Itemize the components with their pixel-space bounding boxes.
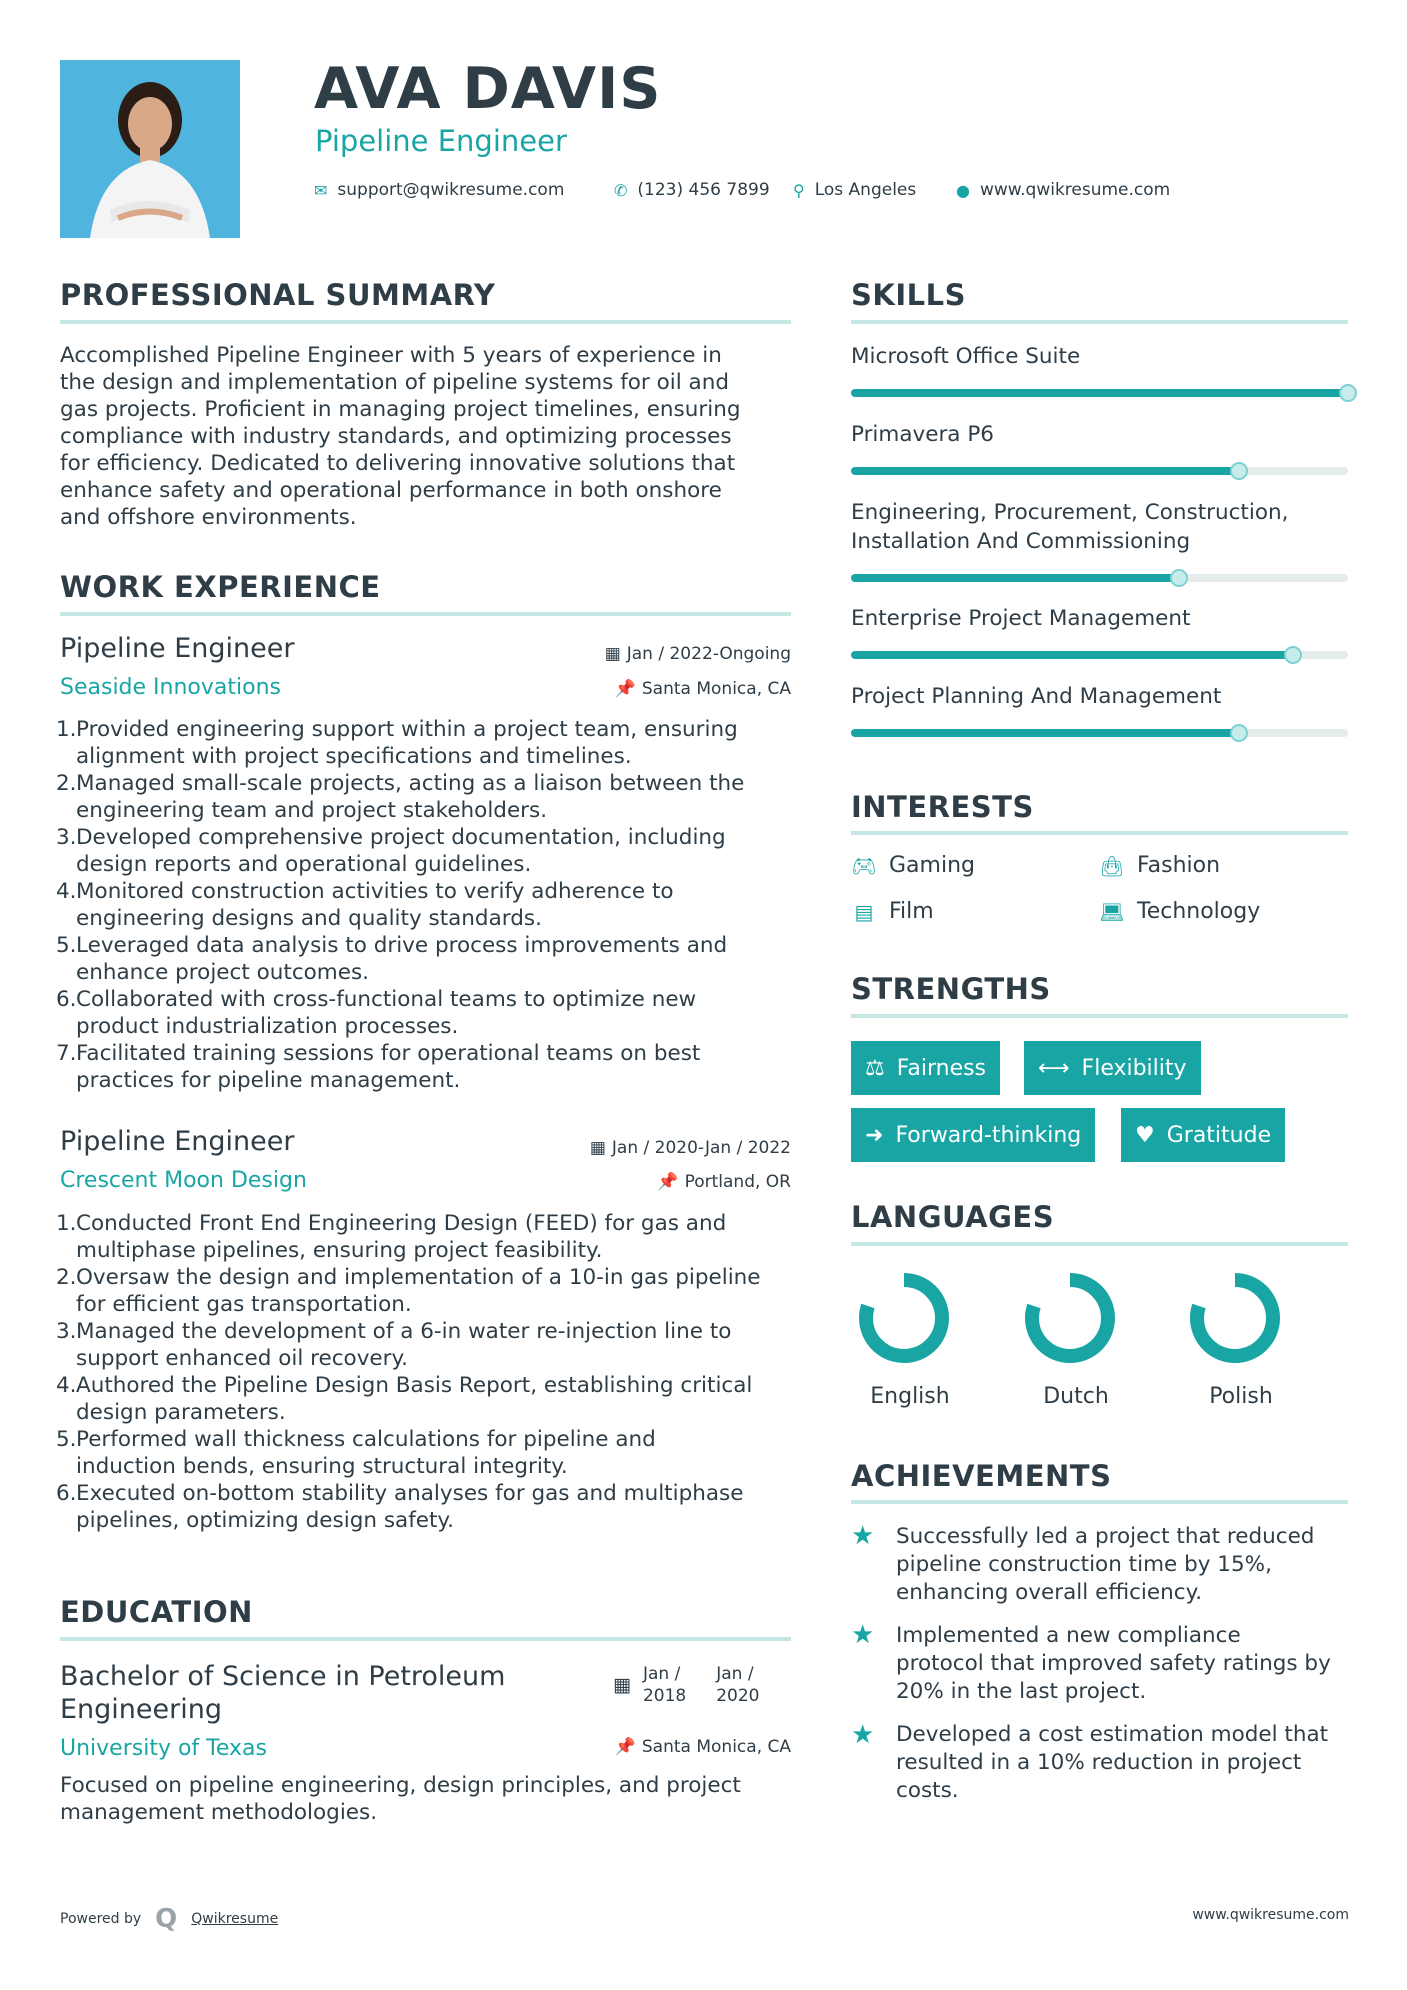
arrow-right-icon: ➜ (865, 1122, 884, 1148)
education-divider (60, 1637, 791, 1641)
calendar-icon: ▦ (604, 644, 621, 664)
skills-divider (851, 320, 1348, 324)
envelope-icon: ✉ (314, 180, 328, 200)
skill-2-bar (851, 467, 1348, 475)
list-item: 1. Conducted Front End Engineering Design (FEED) for gas and multiphase pipelines, ensuring project feasibility. (56, 1211, 727, 1263)
language-polish-ring (1187, 1270, 1283, 1366)
achievements-heading: ACHIEVEMENTS (851, 1459, 1112, 1493)
interest-technology: 💻︎ Technology (1099, 899, 1261, 924)
website-text: www.qwikresume.com (979, 180, 1171, 200)
arrows-horizontal-icon: ⟷ (1038, 1055, 1070, 1081)
list-item: 1. Provided engineering support within a project team, ensuring alignment with project specifications and timelines. (56, 717, 738, 769)
interests-divider (851, 831, 1348, 835)
skills-heading: SKILLS (851, 278, 966, 312)
experience-heading: WORK EXPERIENCE (60, 570, 381, 604)
candidate-title: Pipeline Engineer (315, 124, 567, 158)
star-icon: ★ (851, 1620, 875, 1650)
language-dutch-label: Dutch (1043, 1384, 1109, 1409)
strength-gratitude: ♥ Gratitude (1121, 1108, 1285, 1162)
skill-4-bar (851, 651, 1348, 659)
contact-website[interactable] (956, 180, 1170, 200)
gamepad-icon: 🎮︎ (851, 853, 877, 878)
list-item: 2. Managed small-scale projects, acting as a liaison between the engineering team and project stakeholders. (56, 771, 745, 823)
achievements-divider (851, 1500, 1348, 1504)
summary-divider (60, 320, 791, 324)
languages-heading: LANGUAGES (851, 1200, 1055, 1234)
education-heading: EDUCATION (60, 1595, 253, 1629)
strengths-heading: STRENGTHS (851, 972, 1051, 1006)
strength-fairness: ⚖ Fairness (851, 1041, 1000, 1095)
interest-fashion: 👜︎ Fashion (1099, 853, 1221, 878)
list-item: 4. Monitored construction activities to verify adherence to engineering designs and quality standards. (56, 879, 674, 931)
strengths-divider (851, 1014, 1348, 1018)
skill-2-knob (1230, 462, 1248, 480)
achievement-2: Implemented a new compliance protocol that improved safety ratings by 20% in the last project. (896, 1623, 1331, 1704)
list-item: 4. Authored the Pipeline Design Basis Report, establishing critical design parameters. (56, 1373, 753, 1425)
laptop-icon: 💻︎ (1099, 899, 1125, 924)
summary-heading: PROFESSIONAL SUMMARY (60, 278, 496, 312)
job-2-location: 📌 Portland, OR (657, 1172, 791, 1192)
skill-4-fill (851, 651, 1293, 659)
job-2-bullets (58, 1210, 798, 1534)
school-name: University of Texas (60, 1736, 267, 1761)
skill-3-bar (851, 574, 1348, 582)
star-icon: ★ (851, 1720, 875, 1750)
degree-title: Bachelor of Science in Petroleum Engineering (60, 1661, 506, 1725)
language-english-label: English (870, 1384, 950, 1409)
map-pin-icon: 📌 (614, 679, 636, 699)
education-location: 📌 Santa Monica, CA (614, 1737, 791, 1757)
list-item: 2. Oversaw the design and implementation of a 10-in gas pipeline for efficient gas transportation. (56, 1265, 761, 1317)
skill-3-label: Engineering, Procurement, Construction, Installation And Commissioning (851, 500, 1289, 554)
contact-email[interactable] (314, 180, 564, 200)
achievement-1: Successfully led a project that reduced pipeline construction time by 15%, enhancing overall efficiency. (896, 1524, 1315, 1605)
balance-scale-icon: ⚖ (865, 1055, 885, 1081)
education-dates: ▦ Jan / 2018 Jan / 2020 (613, 1664, 760, 1706)
heart-icon: ♥ (1135, 1122, 1155, 1148)
map-pin-icon: 📌 (614, 1737, 636, 1757)
skill-1-fill (851, 389, 1348, 397)
strength-forward-thinking: ➜ Forward-thinking (851, 1108, 1095, 1162)
list-item: 5. Leveraged data analysis to drive process improvements and enhance project outcomes. (56, 933, 728, 985)
achievement-3: Developed a cost estimation model that resulted in a 10% reduction in project costs. (896, 1722, 1329, 1803)
experience-divider (60, 612, 791, 616)
brand-link[interactable]: Qwikresume (191, 1911, 279, 1927)
job-1-dates: ▦ Jan / 2022-Ongoing (604, 644, 791, 664)
interest-gaming: 🎮︎ Gaming (851, 853, 975, 878)
job-1-location: 📌 Santa Monica, CA (614, 679, 791, 699)
powered-by-text: Powered by (60, 1911, 142, 1927)
skill-3-fill (851, 574, 1179, 582)
skill-2-label: Primavera P6 (851, 422, 994, 447)
job-1-bullets (58, 716, 798, 1094)
qwikresume-logo-icon: Q (155, 1904, 178, 1934)
skill-1-knob (1339, 384, 1357, 402)
skill-4-knob (1284, 646, 1302, 664)
job-2-dates: ▦ Jan / 2020-Jan / 2022 (589, 1138, 791, 1158)
globe-icon: ● (956, 180, 970, 200)
calendar-icon: ▦ (613, 1674, 631, 1696)
skill-5-label: Project Planning And Management (851, 684, 1222, 709)
skill-5-fill (851, 729, 1239, 737)
shopping-bag-icon: 👜︎ (1099, 853, 1125, 878)
profile-photo (60, 60, 240, 238)
map-pin-icon: 📌 (657, 1172, 679, 1192)
job-1-company: Seaside Innovations (60, 675, 281, 700)
contact-location (793, 180, 916, 200)
skill-1-label: Microsoft Office Suite (851, 344, 1081, 369)
language-english-ring (856, 1270, 952, 1366)
footer-url[interactable]: www.qwikresume.com (1192, 1907, 1349, 1923)
email-text: support@qwikresume.com (337, 180, 565, 200)
job-2-title: Pipeline Engineer (60, 1126, 295, 1157)
education-description: Focused on pipeline engineering, design principles, and project management methodologies. (60, 1773, 741, 1825)
film-icon: ▤ (854, 899, 874, 924)
interests-heading: INTERESTS (851, 790, 1034, 824)
skill-2-fill (851, 467, 1239, 475)
strength-flexibility: ⟷ Flexibility (1024, 1041, 1201, 1095)
interest-film: ▤ Film (851, 899, 934, 924)
skill-4-label: Enterprise Project Management (851, 606, 1191, 631)
footer-powered-by (60, 1904, 278, 1934)
star-icon: ★ (851, 1521, 875, 1551)
location-text: Los Angeles (814, 180, 917, 200)
languages-divider (851, 1242, 1348, 1246)
summary-text: Accomplished Pipeline Engineer with 5 years of experience in the design and implementation of pipeline systems for oil and gas projects. Proficient in managing project timelines, ensuring compliance with industry standards, and optimizing processes for efficiency. Dedicated to delivering innovative solutions that enhance safety and operational performance in both onshore and offshore environments. (60, 343, 741, 530)
list-item: 6. Executed on-bottom stability analyses for gas and multiphase pipelines, optimizing design safety. (56, 1481, 744, 1533)
skill-3-knob (1170, 569, 1188, 587)
skill-5-knob (1230, 724, 1248, 742)
contact-phone (614, 180, 770, 200)
language-polish-label: Polish (1209, 1384, 1273, 1409)
list-item: 5. Performed wall thickness calculations for pipeline and induction bends, ensuring structural integrity. (56, 1427, 656, 1479)
candidate-name: AVA DAVIS (314, 56, 662, 122)
phone-icon: ✆ (614, 180, 628, 200)
job-2-company: Crescent Moon Design (60, 1168, 307, 1193)
list-item: 3. Developed comprehensive project documentation, including design reports and operational guidelines. (56, 825, 726, 877)
language-dutch-ring (1022, 1270, 1118, 1366)
list-item: 6. Collaborated with cross-functional teams to optimize new product industrialization processes. (56, 987, 697, 1039)
skill-1-bar (851, 389, 1348, 397)
skill-5-bar (851, 729, 1348, 737)
job-1-title: Pipeline Engineer (60, 633, 295, 664)
calendar-icon: ▦ (589, 1138, 606, 1158)
map-marker-icon: ⚲ (793, 180, 805, 200)
phone-text: (123) 456 7899 (637, 180, 770, 200)
list-item: 3. Managed the development of a 6-in water re-injection line to support enhanced oil recovery. (56, 1319, 732, 1371)
list-item: 7. Facilitated training sessions for operational teams on best practices for pipeline management. (56, 1041, 701, 1093)
